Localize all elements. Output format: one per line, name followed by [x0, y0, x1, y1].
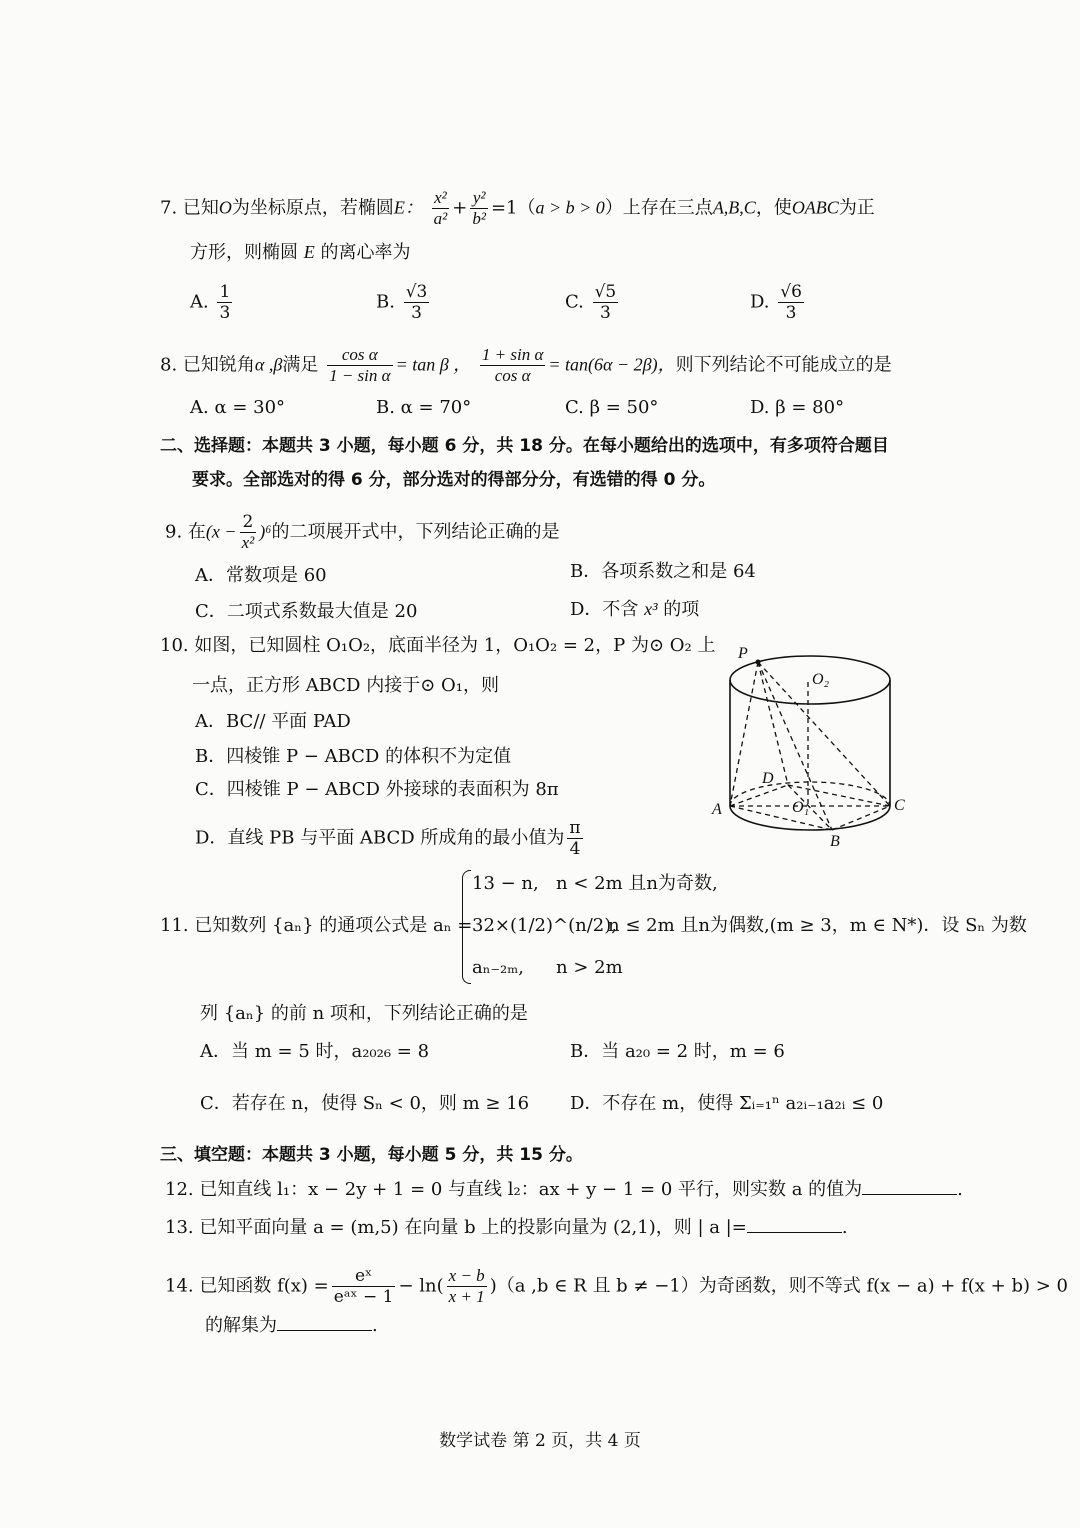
q11-line1: 11. 已知数列 {aₙ} 的通项公式是 aₙ = [160, 915, 473, 936]
label-o1: O₁ [792, 799, 810, 816]
q10-option-c: C．四棱锥 P − ABCD 外接球的表面积为 8π [195, 779, 559, 800]
q9-option-d: D．不含 x³ 的项 [570, 599, 700, 620]
label-p: P [738, 645, 748, 662]
q7-line1: 7. 已知O为坐标原点，若椭圆E： $\frac{\text{x²}}{\text{a²}}$ + $\frac{\text{y²}}{\text{b²}}$ =1（a > b > 0）上存在三点A,B,C，使OABC为正 [160, 188, 875, 228]
q11-brace [462, 870, 471, 984]
q10-line2: 一点，正方形 ABCD 内接于⊙ O₁，则 [192, 675, 499, 696]
q12-answer-blank[interactable] [862, 1178, 957, 1195]
section3-heading: 三、填空题：本题共 3 小题，每小题 5 分，共 15 分。 [160, 1145, 583, 1165]
label-b: B [830, 833, 840, 850]
q11-case2-expr: 32×(1/2)^(n/2), [472, 915, 617, 936]
q14-line2: 的解集为 . [205, 1315, 378, 1336]
bottom-back-arc [730, 782, 890, 806]
section2-heading: 二、选择题：本题共 3 小题，每小题 6 分，共 18 分。在每小题给出的选项中，有多项符合题目 [160, 436, 889, 456]
edge-pd [758, 662, 788, 785]
label-a: A [712, 801, 722, 818]
point-p [756, 660, 761, 665]
q11-case3-cond: n > 2m [556, 957, 623, 978]
q10-option-b: B．四棱锥 P − ABCD 的体积不为定值 [195, 746, 512, 767]
label-d: D [762, 770, 774, 787]
q9-option-a: A．常数项是 60 [195, 565, 327, 586]
q8-option-c: C. β = 50° [565, 397, 659, 418]
cylinder-figure [700, 640, 930, 855]
q8-option-b: B. α = 70° [376, 397, 472, 418]
q11-option-a: A．当 m = 5 时，a₂₀₂₆ = 8 [200, 1041, 430, 1062]
q7-line2: 方形，则椭圆 E 的离心率为 [190, 242, 411, 263]
q7-option-a: A. $\frac{1}{3}$ [190, 282, 231, 323]
q13-line: 13. 已知平面向量 a = (m,5) 在向量 b 上的投影向量为 (2,1)，则 | a |= . [165, 1217, 848, 1238]
section2-instructions: 要求。全部选对的得 6 分，部分选对的得部分分，有选错的得 0 分。 [192, 470, 716, 490]
label-o2: O₂ [812, 671, 830, 688]
label-c: C [894, 797, 905, 814]
q9-option-b: B．各项系数之和是 64 [570, 561, 756, 582]
q11-line2: 列 {aₙ} 的前 n 项和，下列结论正确的是 [200, 1003, 528, 1024]
edge-bc [832, 806, 890, 830]
bottom-front-arc [730, 806, 890, 830]
q11-case1-expr: 13 − n, [472, 873, 539, 894]
q11-option-c: C．若存在 n，使得 Sₙ < 0，则 m ≥ 16 [200, 1093, 530, 1114]
q7-option-d: D. $\frac{√6}{3}$ [750, 282, 802, 323]
q9-option-c: C．二项式系数最大值是 20 [195, 601, 418, 622]
page-footer: 数学试卷 第 2 页，共 4 页 [439, 1431, 641, 1451]
q7-frac-y: $\frac{\text{y²}}{\text{b²}}$ [472, 188, 486, 228]
edge-pa [730, 662, 758, 806]
q14-line1: 14. 已知函数 f(x) = $\frac{\text{eˣ}}{\text{eᵃˣ − 1}}$ − ln( $\frac{x - b}{x + 1}$ )（a ,b ∈ R 且 b ≠ −1）为奇函数，则不等式 f(x − a) + f(x + b) > 0 [165, 1266, 1068, 1307]
q7-frac-x: $\frac{\text{x²}}{\text{a²}}$ [433, 188, 448, 228]
q14-answer-blank[interactable] [277, 1314, 372, 1331]
q10-line1: 10. 如图，已知圆柱 O₁O₂，底面半径为 1，O₁O₂ = 2，P 为⊙ O₂ 上 [160, 635, 716, 656]
q8-option-a: A. α = 30° [190, 397, 286, 418]
edge-ab [730, 806, 832, 830]
q12-line: 12. 已知直线 l₁：x − 2y + 1 = 0 与直线 l₂：ax + y − 1 = 0 平行，则实数 a 的值为 . [165, 1179, 963, 1200]
q9-line1: 9. 在(x − $\frac{2}{\text{x²}}$ )⁶的二项展开式中，下列结论正确的是 [165, 512, 560, 552]
q11-case3-expr: aₙ₋₂ₘ, [472, 957, 524, 978]
q11-option-b: B．当 a₂₀ = 2 时，m = 6 [570, 1041, 785, 1062]
q8-option-d: D. β = 80° [750, 397, 845, 418]
q8-line1: 8. 已知锐角α ,β满足 $\frac{\text{cos α}}{\text{1 − sin α}}$ = tan β ， $\frac{\text{1 + sin α}}{\text{cos α}}$ = tan(6α − 2β)，则下列结论不可能成立的是 [160, 345, 892, 385]
q11-case2-cond: n ≤ 2m 且n为偶数,(m ≥ 3，m ∈ N*)．设 Sₙ 为数 [608, 915, 1027, 936]
q11-option-d: D．不存在 m，使得 Σᵢ₌₁ⁿ a₂ᵢ₋₁a₂ᵢ ≤ 0 [570, 1093, 884, 1114]
q13-answer-blank[interactable] [747, 1216, 842, 1233]
q10-option-a: A．BC// 平面 PAD [195, 711, 351, 732]
q7-option-b: B. $\frac{√3}{3}$ [376, 282, 428, 323]
q11-case1-cond: n < 2m 且n为奇数, [556, 873, 718, 894]
q10-option-d: D．直线 PB 与平面 ABCD 所成角的最小值为 $\frac{\pi}{4}$ [195, 818, 581, 859]
q7-option-c: C. $\frac{√5}{3}$ [565, 282, 617, 323]
